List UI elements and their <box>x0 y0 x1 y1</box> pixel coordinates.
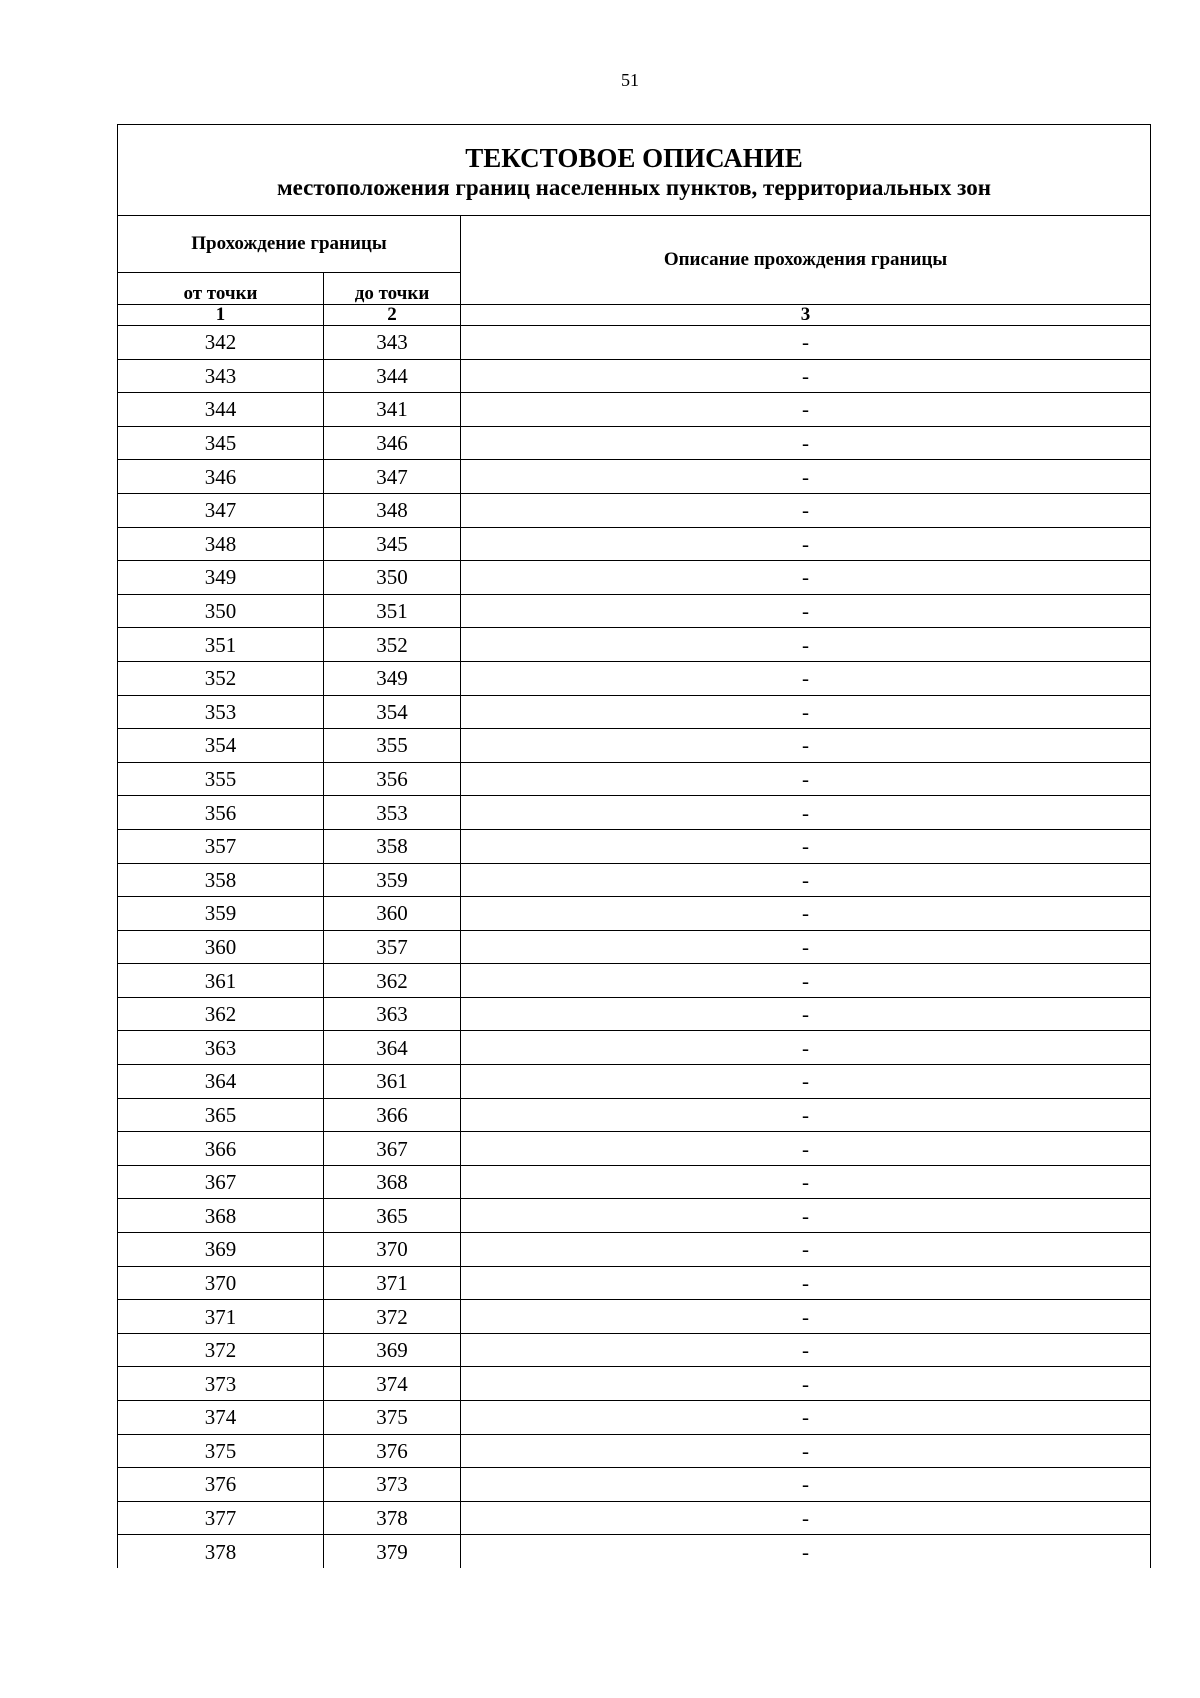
table-title <box>118 125 1151 216</box>
cell-from-point: 375 <box>118 1434 324 1468</box>
boundary-table <box>117 124 1151 1568</box>
cell-description: - <box>461 1132 1151 1166</box>
cell-from-point: 354 <box>118 729 324 763</box>
cell-description: - <box>461 1031 1151 1065</box>
cell-to-point: 363 <box>324 997 461 1031</box>
cell-description: - <box>461 997 1151 1031</box>
cell-from-point: 377 <box>118 1501 324 1535</box>
cell-to-point: 359 <box>324 863 461 897</box>
cell-to-point: 367 <box>324 1132 461 1166</box>
cell-to-point: 351 <box>324 594 461 628</box>
table-row <box>118 1468 1151 1502</box>
table-row <box>118 930 1151 964</box>
cell-from-point: 356 <box>118 796 324 830</box>
cell-to-point: 370 <box>324 1233 461 1267</box>
cell-to-point: 360 <box>324 897 461 931</box>
table-row <box>118 863 1151 897</box>
cell-to-point: 352 <box>324 628 461 662</box>
cell-to-point: 375 <box>324 1401 461 1435</box>
cell-from-point: 347 <box>118 493 324 527</box>
cell-to-point: 347 <box>324 460 461 494</box>
cell-to-point: 354 <box>324 695 461 729</box>
cell-description: - <box>461 930 1151 964</box>
cell-description: - <box>461 628 1151 662</box>
table-row <box>118 762 1151 796</box>
title-main: ТЕКСТОВОЕ ОПИСАНИЕ <box>465 143 803 173</box>
table-row <box>118 527 1151 561</box>
cell-to-point: 341 <box>324 393 461 427</box>
cell-to-point: 357 <box>324 930 461 964</box>
cell-from-point: 350 <box>118 594 324 628</box>
table-row <box>118 829 1151 863</box>
table-body <box>118 326 1151 1568</box>
header-boundary-passage: Прохождение границы <box>118 216 461 273</box>
table-row <box>118 1434 1151 1468</box>
cell-description: - <box>461 1434 1151 1468</box>
cell-description: - <box>461 1165 1151 1199</box>
cell-to-point: 369 <box>324 1333 461 1367</box>
cell-from-point: 373 <box>118 1367 324 1401</box>
table-row <box>118 695 1151 729</box>
cell-description: - <box>461 863 1151 897</box>
table-row <box>118 729 1151 763</box>
table-row <box>118 460 1151 494</box>
cell-from-point: 360 <box>118 930 324 964</box>
table-row <box>118 561 1151 595</box>
cell-to-point: 368 <box>324 1165 461 1199</box>
header-col-number-2: 2 <box>324 305 461 326</box>
cell-to-point: 355 <box>324 729 461 763</box>
cell-from-point: 372 <box>118 1333 324 1367</box>
table-row <box>118 628 1151 662</box>
header-col-number-3: 3 <box>461 305 1151 326</box>
cell-description: - <box>461 1367 1151 1401</box>
cell-description: - <box>461 1266 1151 1300</box>
cell-to-point: 349 <box>324 661 461 695</box>
cell-description: - <box>461 661 1151 695</box>
cell-description: - <box>461 1233 1151 1267</box>
header-to-point: до точки <box>324 273 461 305</box>
table-row <box>118 1401 1151 1435</box>
cell-to-point: 356 <box>324 762 461 796</box>
table-row <box>118 1300 1151 1334</box>
table-row <box>118 1031 1151 1065</box>
table-row <box>118 1333 1151 1367</box>
cell-to-point: 362 <box>324 964 461 998</box>
cell-description: - <box>461 1401 1151 1435</box>
cell-from-point: 349 <box>118 561 324 595</box>
table-row <box>118 393 1151 427</box>
cell-from-point: 353 <box>118 695 324 729</box>
cell-to-point: 344 <box>324 359 461 393</box>
cell-description: - <box>461 594 1151 628</box>
cell-from-point: 361 <box>118 964 324 998</box>
table-row <box>118 897 1151 931</box>
table-row <box>118 1266 1151 1300</box>
cell-description: - <box>461 1501 1151 1535</box>
title-subtitle: местоположения границ населенных пунктов, территориальных зон <box>277 175 991 200</box>
cell-description: - <box>461 1535 1151 1568</box>
cell-from-point: 365 <box>118 1098 324 1132</box>
cell-to-point: 373 <box>324 1468 461 1502</box>
table-row <box>118 426 1151 460</box>
cell-description: - <box>461 1333 1151 1367</box>
cell-to-point: 364 <box>324 1031 461 1065</box>
cell-description: - <box>461 393 1151 427</box>
cell-description: - <box>461 897 1151 931</box>
cell-from-point: 378 <box>118 1535 324 1568</box>
cell-to-point: 372 <box>324 1300 461 1334</box>
cell-to-point: 379 <box>324 1535 461 1568</box>
cell-description: - <box>461 1098 1151 1132</box>
cell-from-point: 374 <box>118 1401 324 1435</box>
cell-description: - <box>461 426 1151 460</box>
cell-to-point: 374 <box>324 1367 461 1401</box>
cell-from-point: 357 <box>118 829 324 863</box>
cell-from-point: 358 <box>118 863 324 897</box>
table-row <box>118 1065 1151 1099</box>
table-row <box>118 1367 1151 1401</box>
cell-from-point: 344 <box>118 393 324 427</box>
cell-from-point: 351 <box>118 628 324 662</box>
cell-description: - <box>461 796 1151 830</box>
table-row <box>118 326 1151 360</box>
cell-from-point: 343 <box>118 359 324 393</box>
cell-description: - <box>461 964 1151 998</box>
cell-description: - <box>461 762 1151 796</box>
cell-from-point: 342 <box>118 326 324 360</box>
table-row <box>118 997 1151 1031</box>
cell-from-point: 352 <box>118 661 324 695</box>
cell-to-point: 361 <box>324 1065 461 1099</box>
cell-to-point: 358 <box>324 829 461 863</box>
cell-from-point: 362 <box>118 997 324 1031</box>
cell-description: - <box>461 460 1151 494</box>
cell-from-point: 364 <box>118 1065 324 1099</box>
cell-to-point: 346 <box>324 426 461 460</box>
cell-description: - <box>461 359 1151 393</box>
cell-description: - <box>461 695 1151 729</box>
cell-to-point: 378 <box>324 1501 461 1535</box>
cell-to-point: 365 <box>324 1199 461 1233</box>
page-number: 51 <box>621 70 639 90</box>
cell-from-point: 370 <box>118 1266 324 1300</box>
cell-to-point: 345 <box>324 527 461 561</box>
cell-from-point: 369 <box>118 1233 324 1267</box>
cell-description: - <box>461 1065 1151 1099</box>
table-row <box>118 1233 1151 1267</box>
cell-description: - <box>461 1199 1151 1233</box>
cell-description: - <box>461 1468 1151 1502</box>
table-row <box>118 661 1151 695</box>
cell-to-point: 371 <box>324 1266 461 1300</box>
cell-description: - <box>461 729 1151 763</box>
header-from-point: от точки <box>118 273 324 305</box>
cell-from-point: 348 <box>118 527 324 561</box>
cell-to-point: 348 <box>324 493 461 527</box>
cell-to-point: 376 <box>324 1434 461 1468</box>
table-row <box>118 359 1151 393</box>
table-row <box>118 796 1151 830</box>
cell-description: - <box>461 1300 1151 1334</box>
cell-from-point: 355 <box>118 762 324 796</box>
cell-from-point: 346 <box>118 460 324 494</box>
table-row <box>118 1501 1151 1535</box>
cell-to-point: 350 <box>324 561 461 595</box>
cell-description: - <box>461 561 1151 595</box>
cell-from-point: 368 <box>118 1199 324 1233</box>
header-col-number-1: 1 <box>118 305 324 326</box>
cell-description: - <box>461 326 1151 360</box>
cell-from-point: 366 <box>118 1132 324 1166</box>
table-row <box>118 1199 1151 1233</box>
table-row <box>118 594 1151 628</box>
table-row <box>118 1165 1151 1199</box>
table-row <box>118 1132 1151 1166</box>
table-row <box>118 1098 1151 1132</box>
cell-from-point: 363 <box>118 1031 324 1065</box>
cell-from-point: 371 <box>118 1300 324 1334</box>
cell-to-point: 343 <box>324 326 461 360</box>
cell-description: - <box>461 493 1151 527</box>
cell-description: - <box>461 527 1151 561</box>
cell-description: - <box>461 829 1151 863</box>
cell-to-point: 353 <box>324 796 461 830</box>
table-row <box>118 1535 1151 1568</box>
cell-from-point: 376 <box>118 1468 324 1502</box>
cell-from-point: 345 <box>118 426 324 460</box>
table-row <box>118 964 1151 998</box>
header-description: Описание прохождения границы <box>461 216 1151 305</box>
table-row <box>118 493 1151 527</box>
cell-from-point: 367 <box>118 1165 324 1199</box>
cell-from-point: 359 <box>118 897 324 931</box>
cell-to-point: 366 <box>324 1098 461 1132</box>
